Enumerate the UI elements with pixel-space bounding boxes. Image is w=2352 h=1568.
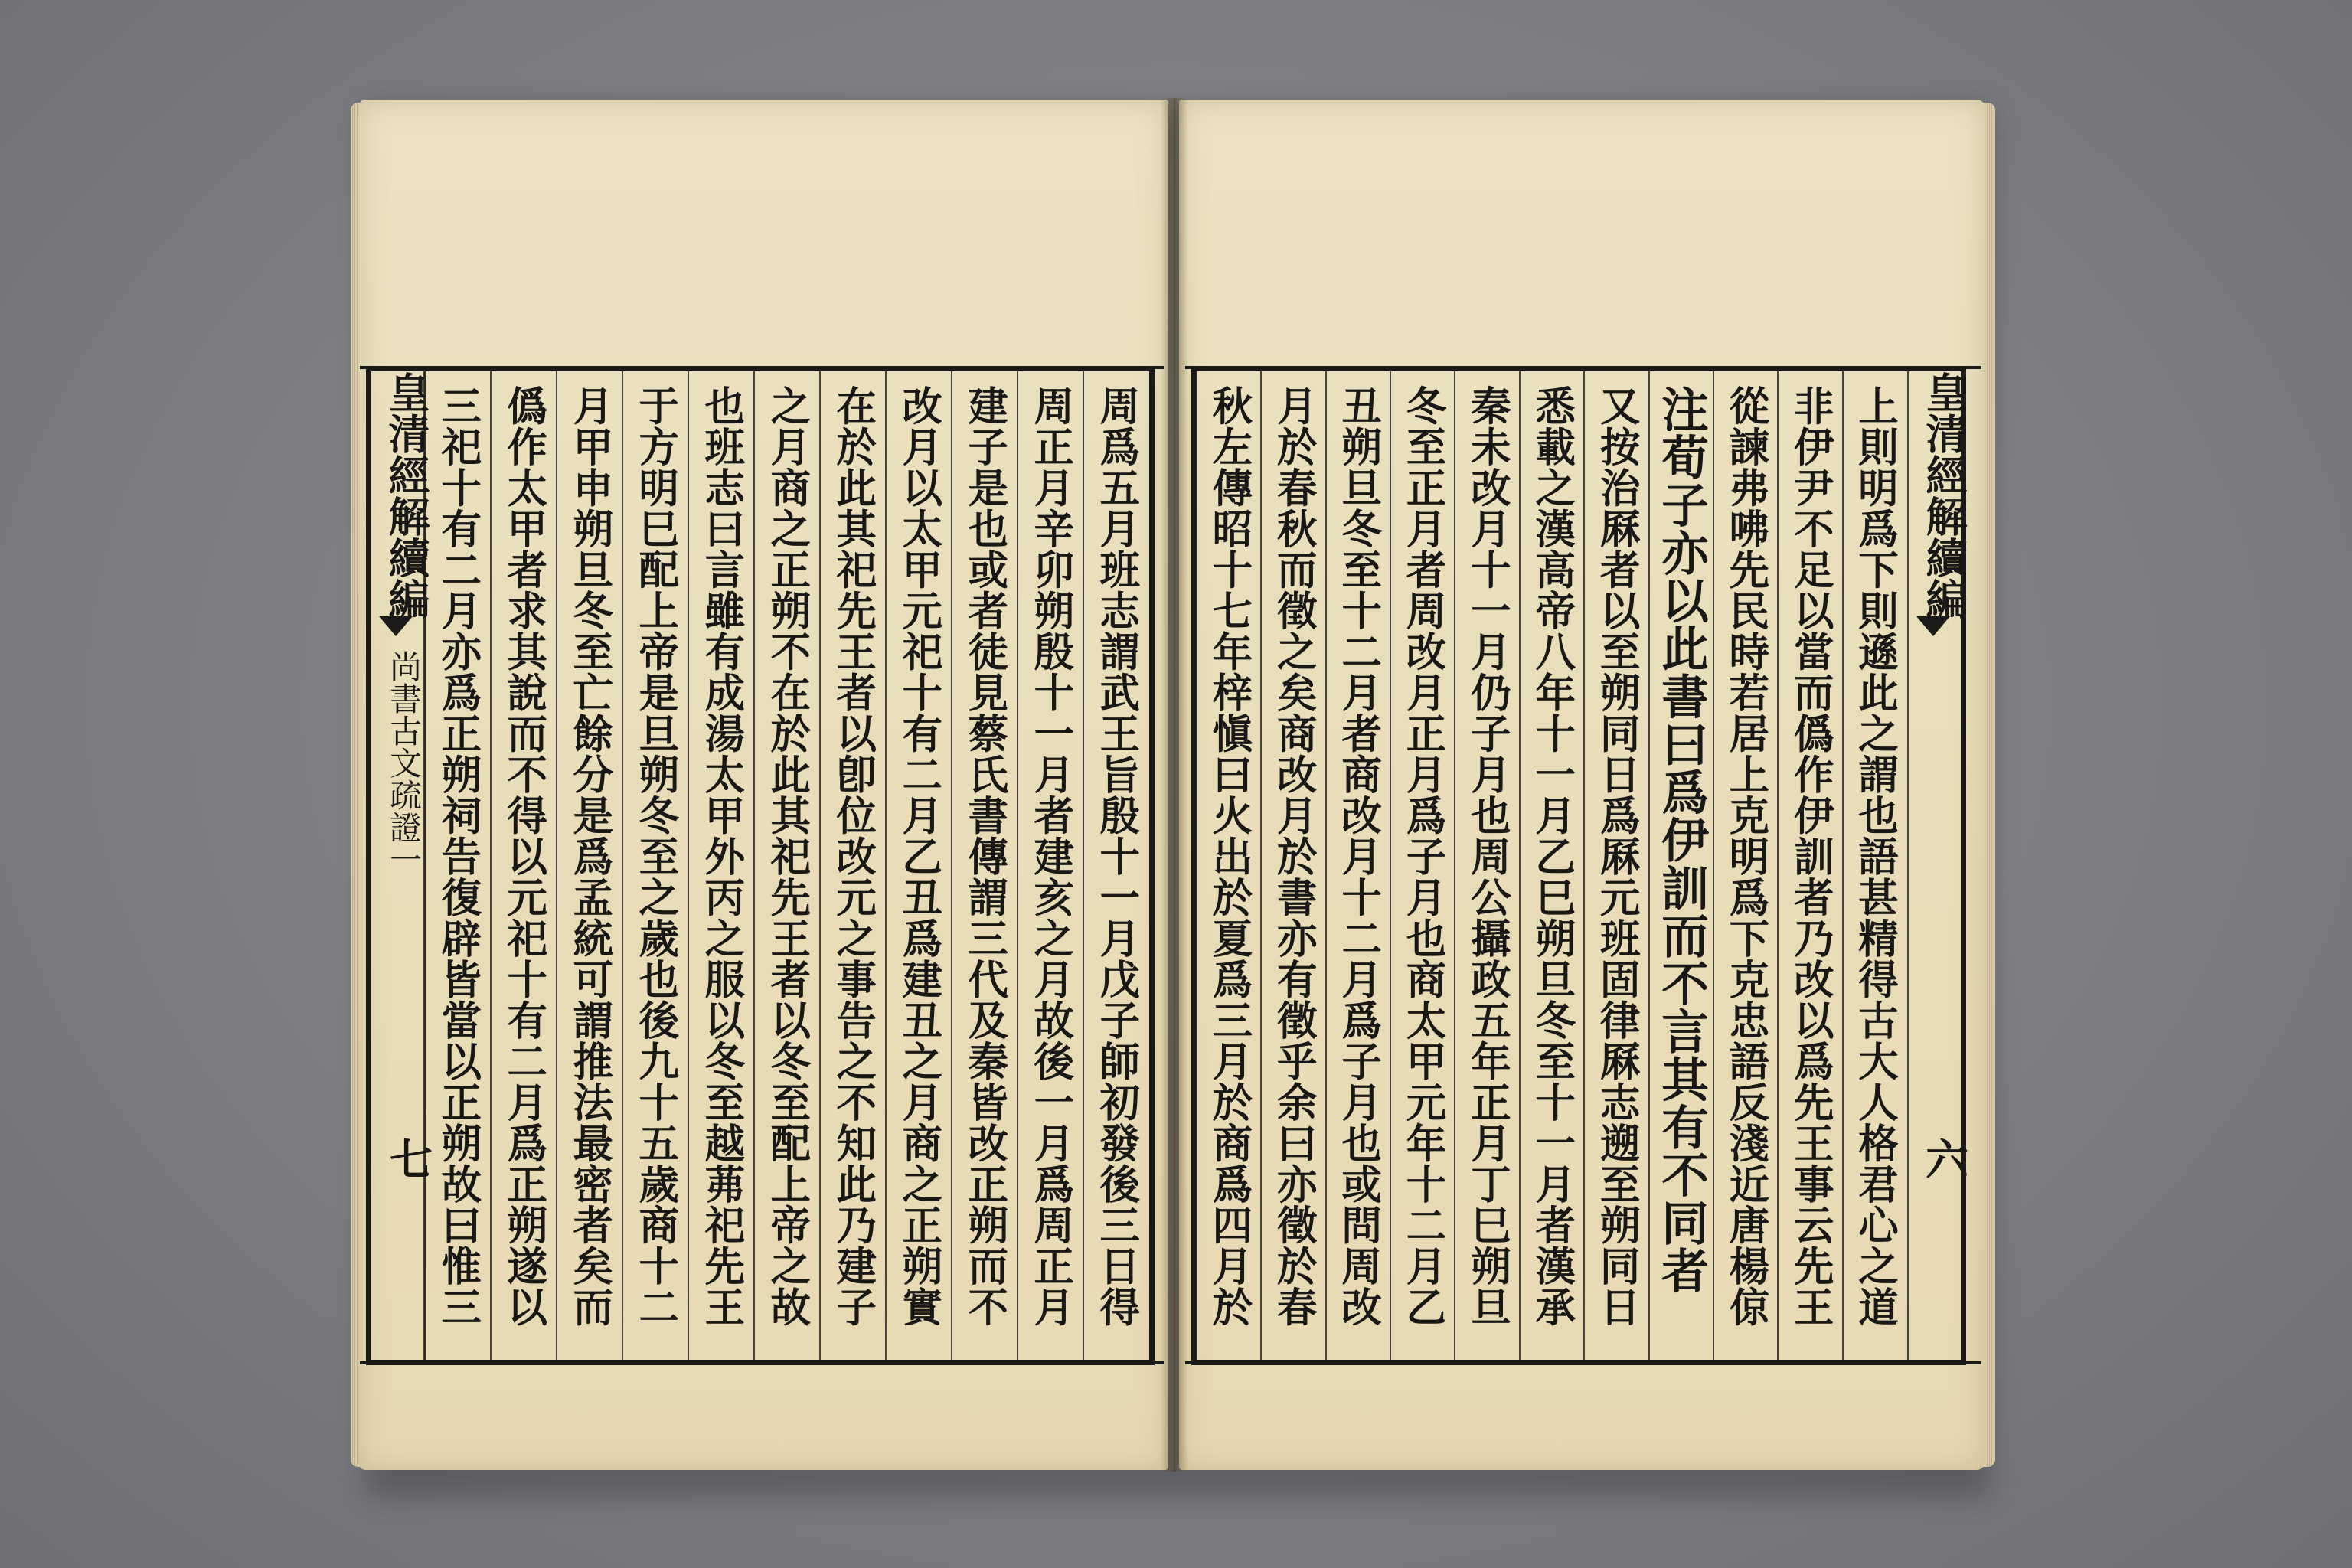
left-margin-title: 皇清經解續編: [382, 371, 431, 619]
left-page-column: [1018, 385, 1083, 1351]
left-page-column: [952, 385, 1018, 1351]
column-text: 秦未改月十一月仍子月也周公攝政五年正月丁巳朔旦: [1464, 385, 1511, 1328]
right-fish-tail-mark: [1916, 616, 1950, 636]
column-text: 建子是也或者徒見蔡氏書傳謂三代及秦皆改正朔而不: [962, 385, 1009, 1328]
right-page-column: [1649, 385, 1713, 1351]
right-page-column: [1261, 385, 1325, 1351]
column-text: 月於春秋而徵之矣商改月於書亦有徵乎余曰亦徵於春: [1270, 385, 1318, 1328]
column-divider: [1196, 371, 1197, 1360]
column-text: 冬至正月者周改月正月爲子月也商太甲元年十二月乙: [1400, 385, 1447, 1328]
left-page-column: [491, 385, 557, 1351]
left-page-column: [754, 385, 820, 1351]
column-text: 非伊尹不足以當而僞作伊訓者乃改以爲先王事云先王: [1787, 385, 1834, 1328]
column-text: 從諫弗咈先民時若居上克明爲下克忠語反淺近唐楊倞: [1723, 385, 1770, 1328]
column-text: 在於此其祀先王者以卽位改元之事告之不知此乃建子: [830, 385, 877, 1328]
left-page-column: [820, 385, 886, 1351]
column-text: 月甲申朔旦冬至亡餘分是爲孟統可謂推法最密者矣而: [567, 385, 614, 1328]
right-page-column: [1843, 385, 1907, 1351]
column-text: 之月商之正朔不在於此其祀先王者以冬至配上帝之故: [764, 385, 812, 1328]
left-page-column: [1083, 385, 1149, 1351]
left-page-column: [622, 385, 688, 1351]
column-text: 周正月辛卯朔殷十一月者建亥之月故後一月爲周正月: [1027, 385, 1075, 1328]
left-page-column: [886, 385, 952, 1351]
right-page-column: [1713, 385, 1778, 1351]
right-page-column: [1455, 385, 1519, 1351]
right-page-number: 六: [1919, 1137, 1969, 1180]
column-text: 改月以太甲元祀十有二月乙丑爲建丑之月商之正朔實: [896, 385, 943, 1328]
left-page-column: [557, 385, 622, 1351]
left-fish-tail-mark: [379, 616, 413, 636]
column-text: 周爲五月班志謂武王旨殷十一月戊子師初發後三日得: [1093, 385, 1141, 1328]
right-margin-title: 皇清經解續編: [1919, 371, 1968, 619]
right-page-column: [1778, 385, 1842, 1351]
column-text: 于方明巳配上帝是旦朔冬至之歲也後九十五歲商十二: [632, 385, 680, 1328]
column-text: 又按治厤者以至朔同日爲厤元班固律厤志遡至朔同日: [1593, 385, 1641, 1328]
left-page-number: 七: [383, 1137, 433, 1180]
left-margin-strip: [370, 371, 433, 1360]
column-text: 秋左傳昭十七年梓愼曰火出於夏爲三月於商爲四月於: [1206, 385, 1253, 1328]
column-text: 上則明爲下則遜此之謂也語甚精得古大人格君心之道: [1852, 385, 1900, 1328]
right-page-column: [1520, 385, 1584, 1351]
book-gutter: [1161, 98, 1188, 1472]
column-text: 也班志曰言雖有成湯太甲外丙之服以冬至越茀祀先王: [698, 385, 746, 1328]
column-text: 僞作太甲者求其說而不得以元祀十有二月爲正朔遂以: [501, 385, 548, 1328]
left-margin-section: 尚書古文疏證一: [385, 650, 423, 875]
column-text: 注荀子亦以此書曰爲伊訓而不言其有不同者: [1653, 385, 1710, 1295]
column-text: 三祀十有二月亦爲正朔祠告復辟皆當以正朔故曰惟三: [435, 385, 482, 1328]
left-page-column: [688, 385, 754, 1351]
right-page-column: [1326, 385, 1390, 1351]
left-text-frame: [366, 366, 1155, 1365]
right-page-column: [1584, 385, 1648, 1351]
column-text: 悉載之漢高帝八年十一月乙巳朔旦冬至十一月者漢承: [1529, 385, 1576, 1328]
right-page-column: [1197, 385, 1261, 1351]
column-text: 丑朔旦冬至十二月者商改月十二月爲子月也或問周改: [1335, 385, 1383, 1328]
right-page-column: [1390, 385, 1455, 1351]
right-margin-strip: [1909, 371, 1969, 1360]
right-text-frame: [1191, 366, 1969, 1365]
